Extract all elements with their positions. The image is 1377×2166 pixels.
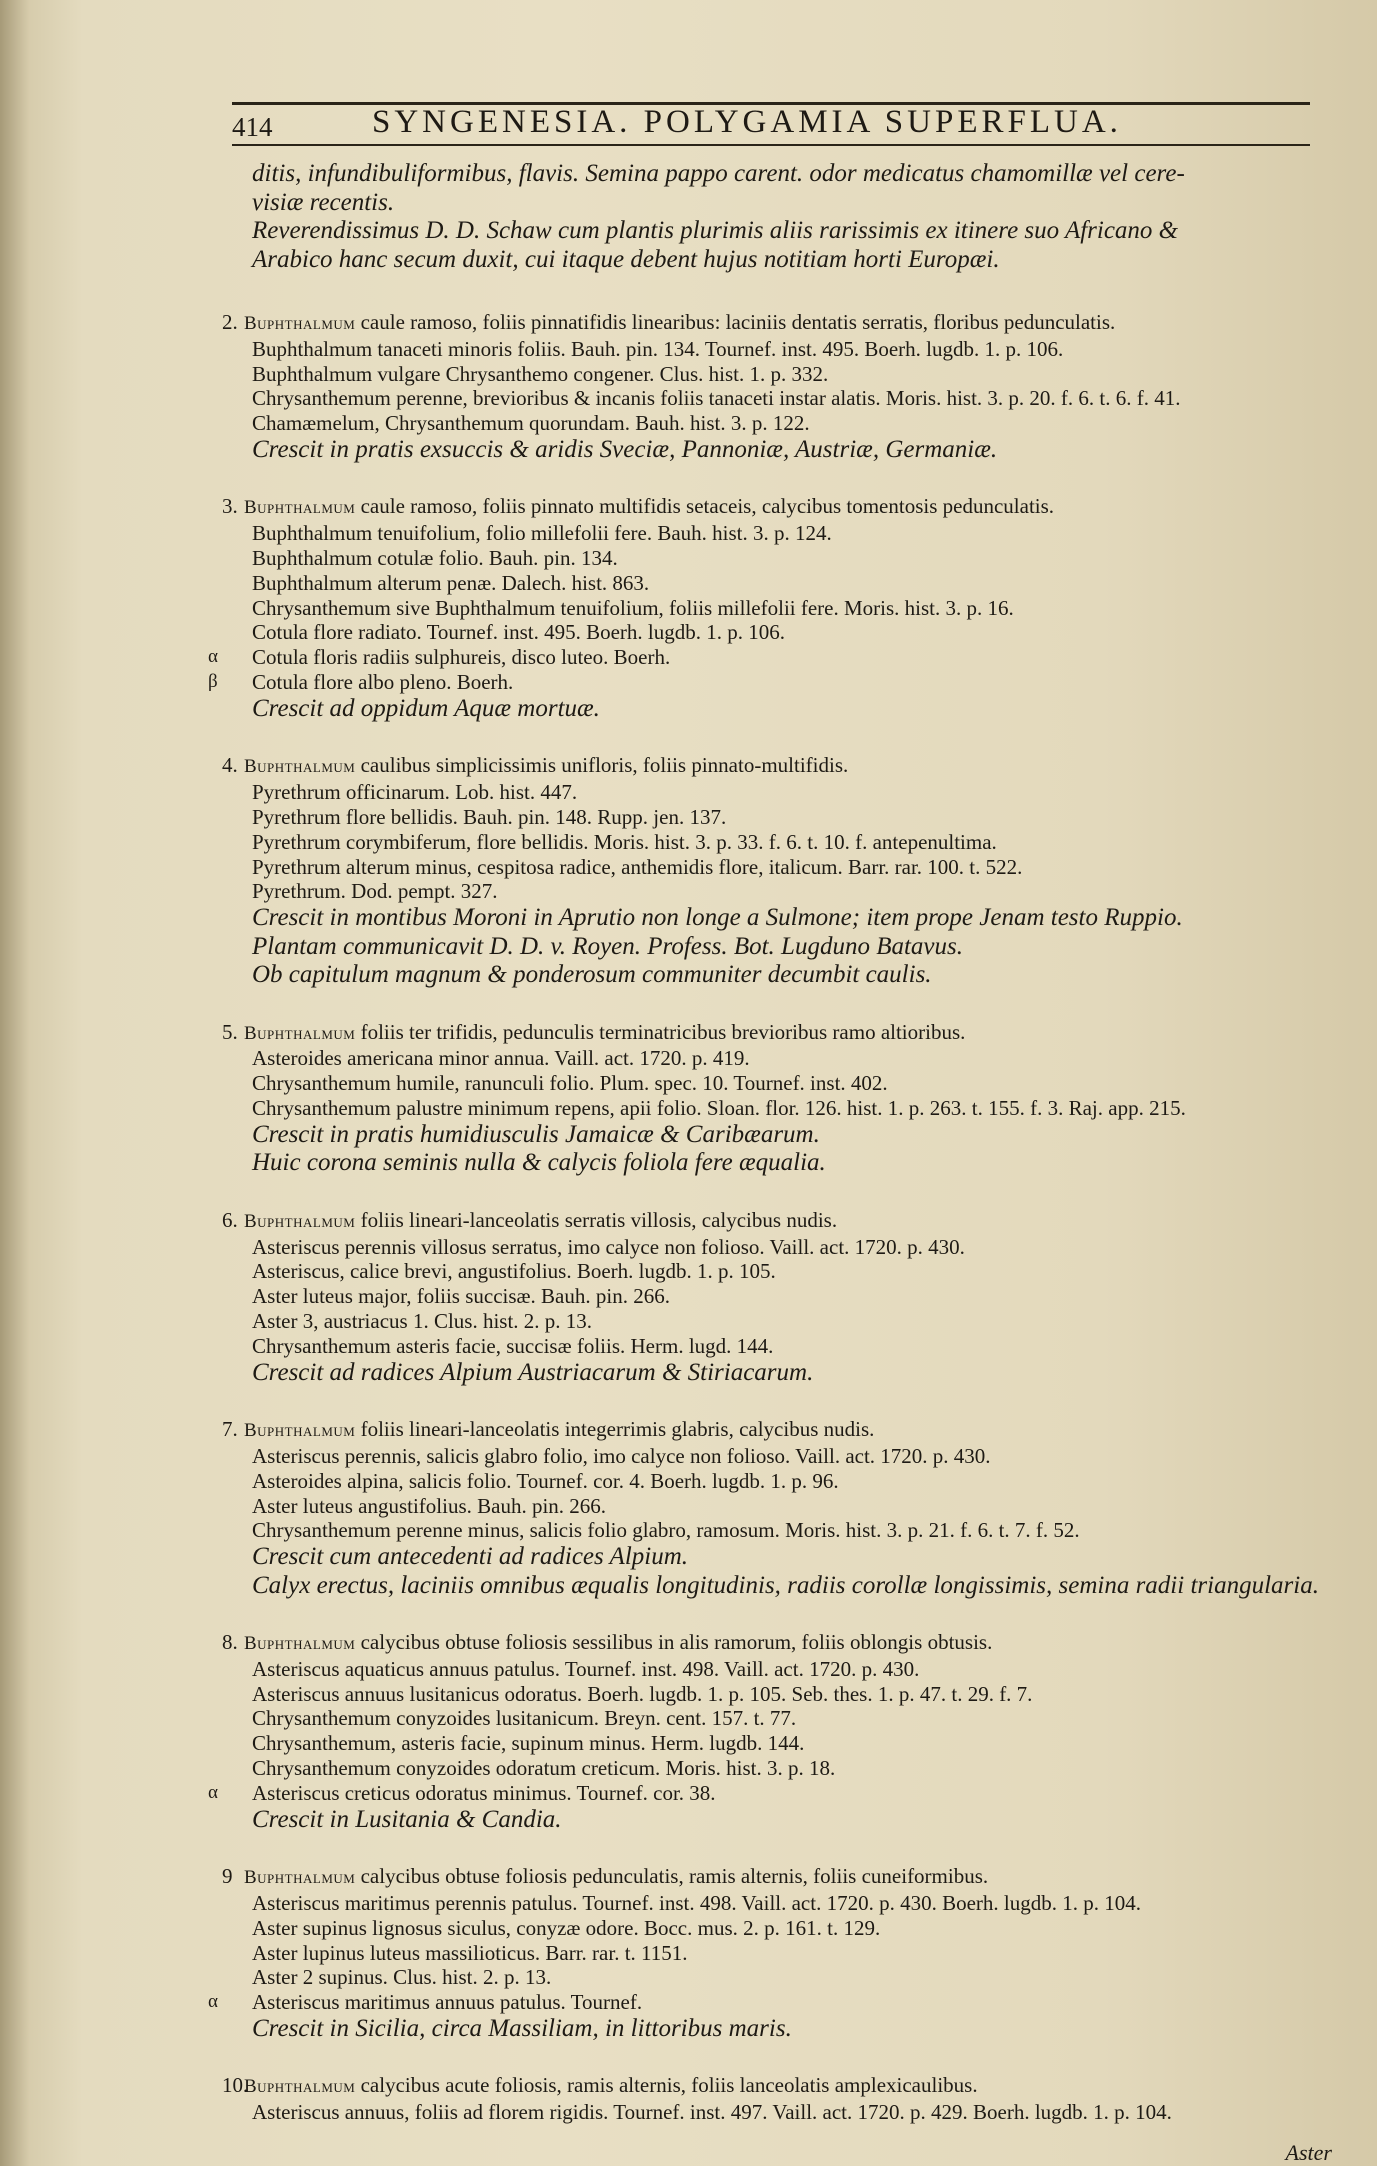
habitat-note: Crescit in Lusitania & Candia. bbox=[252, 1805, 562, 1833]
synonym-line bbox=[222, 780, 1332, 805]
entry-spacer bbox=[222, 2043, 1332, 2073]
entry-spacer bbox=[222, 274, 1332, 310]
synonym-text: Chamæmelum, Chrysanthemum quorundam. Bauh. hist. 3. p. 122. bbox=[252, 411, 810, 436]
intro-line: Arabico hanc secum duxit, cui itaque debent hujus notitiam horti Europæi. bbox=[252, 245, 1000, 273]
synonym-text: Pyrethrum. Dod. pempt. 327. bbox=[252, 879, 498, 904]
synonym-line bbox=[222, 1259, 1332, 1284]
habitat-note: Huic corona seminis nulla & calycis foliola fere æqualia. bbox=[252, 1149, 826, 1177]
synonym-text: Chrysanthemum conyzoides lusitanicum. Breyn. cent. 157. t. 77. bbox=[252, 1706, 797, 1731]
diagnosis: calycibus acute foliosis, ramis alternis, foliis lanceolatis amplexicaulibus. bbox=[360, 2073, 978, 2098]
synonym-line bbox=[222, 830, 1332, 855]
synonym-line bbox=[222, 1731, 1332, 1756]
synonym-text: Aster lupinus luteus massilioticus. Barr. rar. t. 1151. bbox=[252, 1940, 688, 1965]
entry-number: 7. bbox=[222, 1417, 238, 1442]
entry-heading bbox=[222, 2073, 1332, 2100]
synonym-line bbox=[222, 1469, 1332, 1494]
entry-spacer bbox=[222, 1387, 1332, 1417]
habitat-note: Crescit in Sicilia, circa Massiliam, in littoribus maris. bbox=[252, 2014, 792, 2042]
species-entry bbox=[222, 310, 1332, 464]
synonym-line bbox=[222, 521, 1332, 546]
diagnosis: foliis lineari-lanceolatis integerrimis glabris, calycibus nudis. bbox=[360, 1417, 875, 1442]
synonym-line bbox=[222, 1657, 1332, 1682]
habitat-note: Crescit in pratis humidiusculis Jamaicæ & Caribæarum. bbox=[252, 1120, 820, 1148]
intro-line: Reverendissimus D. D. Schaw cum plantis plurimis aliis rarissimis ex itinere suo Africano & bbox=[252, 217, 1179, 244]
synonym-line bbox=[222, 411, 1332, 436]
entry-number: 4. bbox=[222, 753, 238, 778]
genus-name: Buphthalmum bbox=[244, 2076, 356, 2098]
entry-heading bbox=[222, 310, 1332, 337]
synonym-text: Chrysanthemum perenne minus, salicis folio glabro, ramosum. Moris. hist. 3. p. 21. f. 6. t. 7. f. 52. bbox=[252, 1518, 1080, 1543]
genus-name: Buphthalmum bbox=[244, 1210, 356, 1232]
synonym-line bbox=[222, 571, 1332, 596]
intro-paragraph bbox=[222, 160, 1332, 274]
synonym-line bbox=[222, 1284, 1332, 1309]
genus-name: Buphthalmum bbox=[244, 1867, 356, 1889]
habitat-note: Calyx erectus, laciniis omnibus æqualis longitudinis, radiis corollæ longissimis, semina radii triangularia. bbox=[252, 1571, 1319, 1599]
synonym-text: Aster 3, austriacus 1. Clus. hist. 2. p. 13. bbox=[252, 1309, 593, 1334]
synonym-line bbox=[222, 1096, 1332, 1121]
synonym-text: Asteriscus maritimus perennis patulus. Tournef. inst. 498. Vaill. act. 1720. p. 430. Boerh. lugdb. 1. p. 104. bbox=[252, 1890, 1141, 1915]
entry-spacer bbox=[222, 1600, 1332, 1630]
synonym-text: Asteriscus annuus, foliis ad florem rigidis. Tournef. inst. 497. Vaill. act. 1720. p. 429. Boerh. lugdb. 1. p. 104. bbox=[252, 2100, 1172, 2125]
entry-heading bbox=[222, 1020, 1332, 1047]
synonym-line bbox=[208, 1990, 1332, 2015]
entry-heading bbox=[222, 1208, 1332, 1235]
species-entry bbox=[222, 753, 1332, 989]
synonym-text: Asteriscus, calice brevi, angustifolius. Boerh. lugdb. 1. p. 105. bbox=[252, 1259, 776, 1284]
entry-heading bbox=[222, 1864, 1332, 1891]
synonym-line bbox=[208, 645, 1332, 670]
synonym-line bbox=[222, 1518, 1332, 1543]
variety-marker: β bbox=[208, 671, 218, 693]
synonym-text: Pyrethrum corymbiferum, flore bellidis. Moris. hist. 3. p. 33. f. 6. t. 10. f. antepenultima. bbox=[252, 829, 997, 854]
synonym-line bbox=[222, 1309, 1332, 1334]
synonym-text: Buphthalmum vulgare Chrysanthemo congener. Clus. hist. 1. p. 332. bbox=[252, 361, 829, 386]
synonym-line bbox=[222, 546, 1332, 571]
species-entry bbox=[222, 1417, 1332, 1600]
page-number: 414 bbox=[232, 112, 273, 142]
synonym-line bbox=[222, 879, 1332, 904]
synonym-text: Asteriscus aquaticus annuus patulus. Tournef. inst. 498. Vaill. act. 1720. p. 430. bbox=[252, 1656, 920, 1681]
habitat-note: Crescit ad oppidum Aquæ mortuæ. bbox=[252, 694, 600, 722]
synonym-line bbox=[222, 337, 1332, 362]
synonym-text: Cotula floris radiis sulphureis, disco luteo. Boerh. bbox=[252, 645, 671, 670]
species-entry bbox=[208, 1630, 1332, 1834]
synonym-text: Asteriscus perennis, salicis glabro folio, imo calyce non folioso. Vaill. act. 1720. p. 430. bbox=[252, 1443, 991, 1468]
synonym-text: Chrysanthemum perenne, brevioribus & incanis foliis tanaceti instar alatis. Moris. hist. 3. p. 20. f. 6. t. 6. f. 41. bbox=[252, 386, 1181, 411]
diagnosis: caule ramoso, foliis pinnatifidis linearibus: laciniis dentatis serratis, floribus pedunculatis. bbox=[360, 310, 1116, 334]
synonym-line bbox=[222, 386, 1332, 411]
synonym-text: Asteriscus annuus lusitanicus odoratus. Boerh. lugdb. 1. p. 105. Seb. thes. 1. p. 47. t. 29. f. 7. bbox=[252, 1681, 1033, 1706]
synonym-line bbox=[222, 1046, 1332, 1071]
habitat-note: Crescit ad radices Alpium Austriacarum & Stiriacarum. bbox=[252, 1358, 814, 1386]
entry-heading bbox=[222, 1417, 1332, 1444]
genus-name: Buphthalmum bbox=[244, 1420, 356, 1442]
synonym-text: Aster 2 supinus. Clus. hist. 2. p. 13. bbox=[252, 1965, 552, 1990]
synonym-line bbox=[222, 1965, 1332, 1990]
genus-name: Buphthalmum bbox=[244, 1633, 356, 1655]
entry-number: 6. bbox=[222, 1207, 238, 1232]
synonym-text: Chrysanthemum sive Buphthalmum tenuifolium, foliis millefolii fere. Moris. hist. 3. p. 16. bbox=[252, 595, 1014, 620]
species-entry bbox=[222, 2073, 1332, 2125]
synonym-text: Pyrethrum officinarum. Lob. hist. 447. bbox=[252, 780, 578, 805]
habitat-note: Ob capitulum magnum & ponderosum communiter decumbit caulis. bbox=[252, 961, 932, 989]
synonym-text: Chrysanthemum humile, ranunculi folio. Plum. spec. 10. Tournef. inst. 402. bbox=[252, 1071, 888, 1096]
species-entries bbox=[208, 274, 1332, 2125]
entry-spacer bbox=[222, 464, 1332, 494]
synonym-line bbox=[222, 362, 1332, 387]
variety-marker: α bbox=[208, 1781, 218, 1803]
intro-line: ditis, infundibuliformibus, flavis. Semina pappo carent. odor medicatus chamomillæ vel cere- bbox=[252, 160, 1185, 187]
synonym-text: Asteriscus creticus odoratus minimus. Tournef. cor. 38. bbox=[252, 1780, 716, 1805]
genus-name: Buphthalmum bbox=[244, 313, 356, 334]
intro-line: visiæ recentis. bbox=[252, 188, 395, 216]
entry-number: 10. bbox=[222, 2073, 249, 2098]
synonym-line bbox=[222, 1916, 1332, 1941]
synonym-text: Asteriscus maritimus annuus patulus. Tournef. bbox=[252, 1990, 643, 2015]
catchword: Aster bbox=[1285, 2140, 1332, 2165]
synonym-line bbox=[222, 1941, 1332, 1966]
synonym-text: Aster supinus lignosus siculus, conyzæ odore. Bocc. mus. 2. p. 161. t. 129. bbox=[252, 1915, 881, 1940]
page-body bbox=[208, 160, 1332, 2125]
synonym-text: Cotula flore albo pleno. Boerh. bbox=[252, 670, 514, 695]
synonym-text: Buphthalmum tenuifolium, folio millefolii fere. Bauh. hist. 3. p. 124. bbox=[252, 521, 832, 546]
synonym-text: Chrysanthemum, asteris facie, supinum minus. Herm. lugdb. 144. bbox=[252, 1731, 805, 1756]
species-entry bbox=[208, 1864, 1332, 2043]
synonym-line bbox=[222, 855, 1332, 880]
species-entry bbox=[222, 1020, 1332, 1178]
habitat-note: Crescit cum antecedenti ad radices Alpium. bbox=[252, 1543, 689, 1571]
entry-spacer bbox=[222, 723, 1332, 753]
diagnosis: caulibus simplicissimis unifloris, foliis pinnato-multifidis. bbox=[360, 753, 849, 778]
entry-spacer bbox=[222, 1178, 1332, 1208]
synonym-text: Asteroides americana minor annua. Vaill. act. 1720. p. 419. bbox=[252, 1046, 750, 1071]
diagnosis: foliis lineari-lanceolatis serratis villosis, calycibus nudis. bbox=[360, 1207, 838, 1232]
synonym-line bbox=[222, 805, 1332, 830]
entry-number: 9 bbox=[222, 1864, 233, 1889]
synonym-line bbox=[222, 1235, 1332, 1260]
entry-heading bbox=[222, 753, 1332, 780]
genus-name: Buphthalmum bbox=[244, 756, 356, 778]
synonym-line bbox=[208, 1780, 1332, 1806]
entry-heading bbox=[222, 1630, 1332, 1657]
synonym-text: Chrysanthemum conyzoides odoratum creticum. Moris. hist. 3. p. 18. bbox=[252, 1756, 836, 1781]
diagnosis: calycibus obtuse foliosis pedunculatis, ramis alternis, foliis cuneiformibus. bbox=[360, 1864, 989, 1889]
synonym-text: Aster luteus angustifolius. Bauh. pin. 266. bbox=[252, 1493, 607, 1518]
synonym-text: Chrysanthemum asteris facie, succisæ foliis. Herm. lugd. 144. bbox=[252, 1333, 774, 1358]
header-rule-bottom bbox=[232, 144, 1310, 146]
synonym-line bbox=[222, 1756, 1332, 1781]
synonym-line bbox=[222, 1682, 1332, 1707]
synonym-line bbox=[222, 620, 1332, 645]
synonym-line bbox=[222, 1071, 1332, 1096]
diagnosis: calycibus obtuse foliosis sessilibus in alis ramorum, foliis oblongis obtusis. bbox=[360, 1630, 993, 1655]
synonym-text: Pyrethrum alterum minus, cespitosa radice, anthemidis flore, italicum. Barr. rar. 100. t. 522. bbox=[252, 854, 1023, 879]
synonym-text: Asteriscus perennis villosus serratus, imo calyce non folioso. Vaill. act. 1720. p. 430. bbox=[252, 1234, 965, 1259]
habitat-note: Crescit in montibus Moroni in Aprutio non longe a Sulmone; item prope Jenam testo Ruppio. bbox=[252, 904, 1183, 932]
page-header bbox=[232, 96, 1310, 152]
synonym-text: Aster luteus major, foliis succisæ. Bauh. pin. 266. bbox=[252, 1284, 670, 1309]
synonym-text: Buphthalmum cotulæ folio. Bauh. pin. 134. bbox=[252, 546, 618, 571]
synonym-line bbox=[222, 596, 1332, 621]
synonym-text: Buphthalmum alterum penæ. Dalech. hist. 863. bbox=[252, 570, 650, 595]
entry-number: 3. bbox=[222, 494, 238, 519]
diagnosis: foliis ter trifidis, pedunculis terminatricibus brevioribus ramo altioribus. bbox=[360, 1019, 966, 1044]
entry-spacer bbox=[222, 990, 1332, 1020]
running-title: SYNGENESIA. POLYGAMIA SUPERFLUA. bbox=[372, 104, 1122, 140]
habitat-note: Plantam communicavit D. D. v. Royen. Profess. Bot. Lugduno Batavus. bbox=[252, 932, 963, 960]
synonym-text: Buphthalmum tanaceti minoris foliis. Bauh. pin. 134. Tournef. inst. 495. Boerh. lugdb. 1. p. 106. bbox=[252, 336, 1064, 361]
synonym-text: Asteroides alpina, salicis folio. Tournef. cor. 4. Boerh. lugdb. 1. p. 96. bbox=[252, 1468, 839, 1493]
synonym-line bbox=[222, 2100, 1332, 2125]
entry-number: 2. bbox=[222, 310, 238, 334]
habitat-note: Crescit in pratis exsuccis & aridis Sveciæ, Pannoniæ, Austriæ, Germaniæ. bbox=[252, 435, 998, 463]
synonym-text: Chrysanthemum palustre minimum repens, apii folio. Sloan. flor. 126. hist. 1. p. 263. t. 155. f. 3. Raj. app. 215. bbox=[252, 1096, 1186, 1121]
synonym-line bbox=[222, 1444, 1332, 1469]
synonym-text: Cotula flore radiato. Tournef. inst. 495. Boerh. lugdb. 1. p. 106. bbox=[252, 620, 785, 645]
species-entry bbox=[208, 494, 1332, 723]
genus-name: Buphthalmum bbox=[244, 497, 356, 519]
synonym-line bbox=[222, 1494, 1332, 1519]
entry-spacer bbox=[222, 1834, 1332, 1864]
binding-gutter bbox=[0, 0, 30, 2166]
entry-number: 8. bbox=[222, 1630, 238, 1655]
synonym-line bbox=[222, 1706, 1332, 1731]
variety-marker: α bbox=[208, 646, 218, 668]
diagnosis: caule ramoso, foliis pinnato multifidis setaceis, calycibus tomentosis pedunculatis. bbox=[360, 494, 1055, 519]
synonym-line bbox=[222, 1891, 1332, 1916]
species-entry bbox=[222, 1208, 1332, 1387]
variety-marker: α bbox=[208, 1991, 218, 2013]
synonym-text: Pyrethrum flore bellidis. Bauh. pin. 148. Rupp. jen. 137. bbox=[252, 804, 727, 829]
entry-number: 5. bbox=[222, 1019, 238, 1044]
synonym-line bbox=[208, 670, 1332, 695]
genus-name: Buphthalmum bbox=[244, 1022, 356, 1044]
synonym-line bbox=[222, 1334, 1332, 1359]
entry-heading bbox=[222, 494, 1332, 521]
